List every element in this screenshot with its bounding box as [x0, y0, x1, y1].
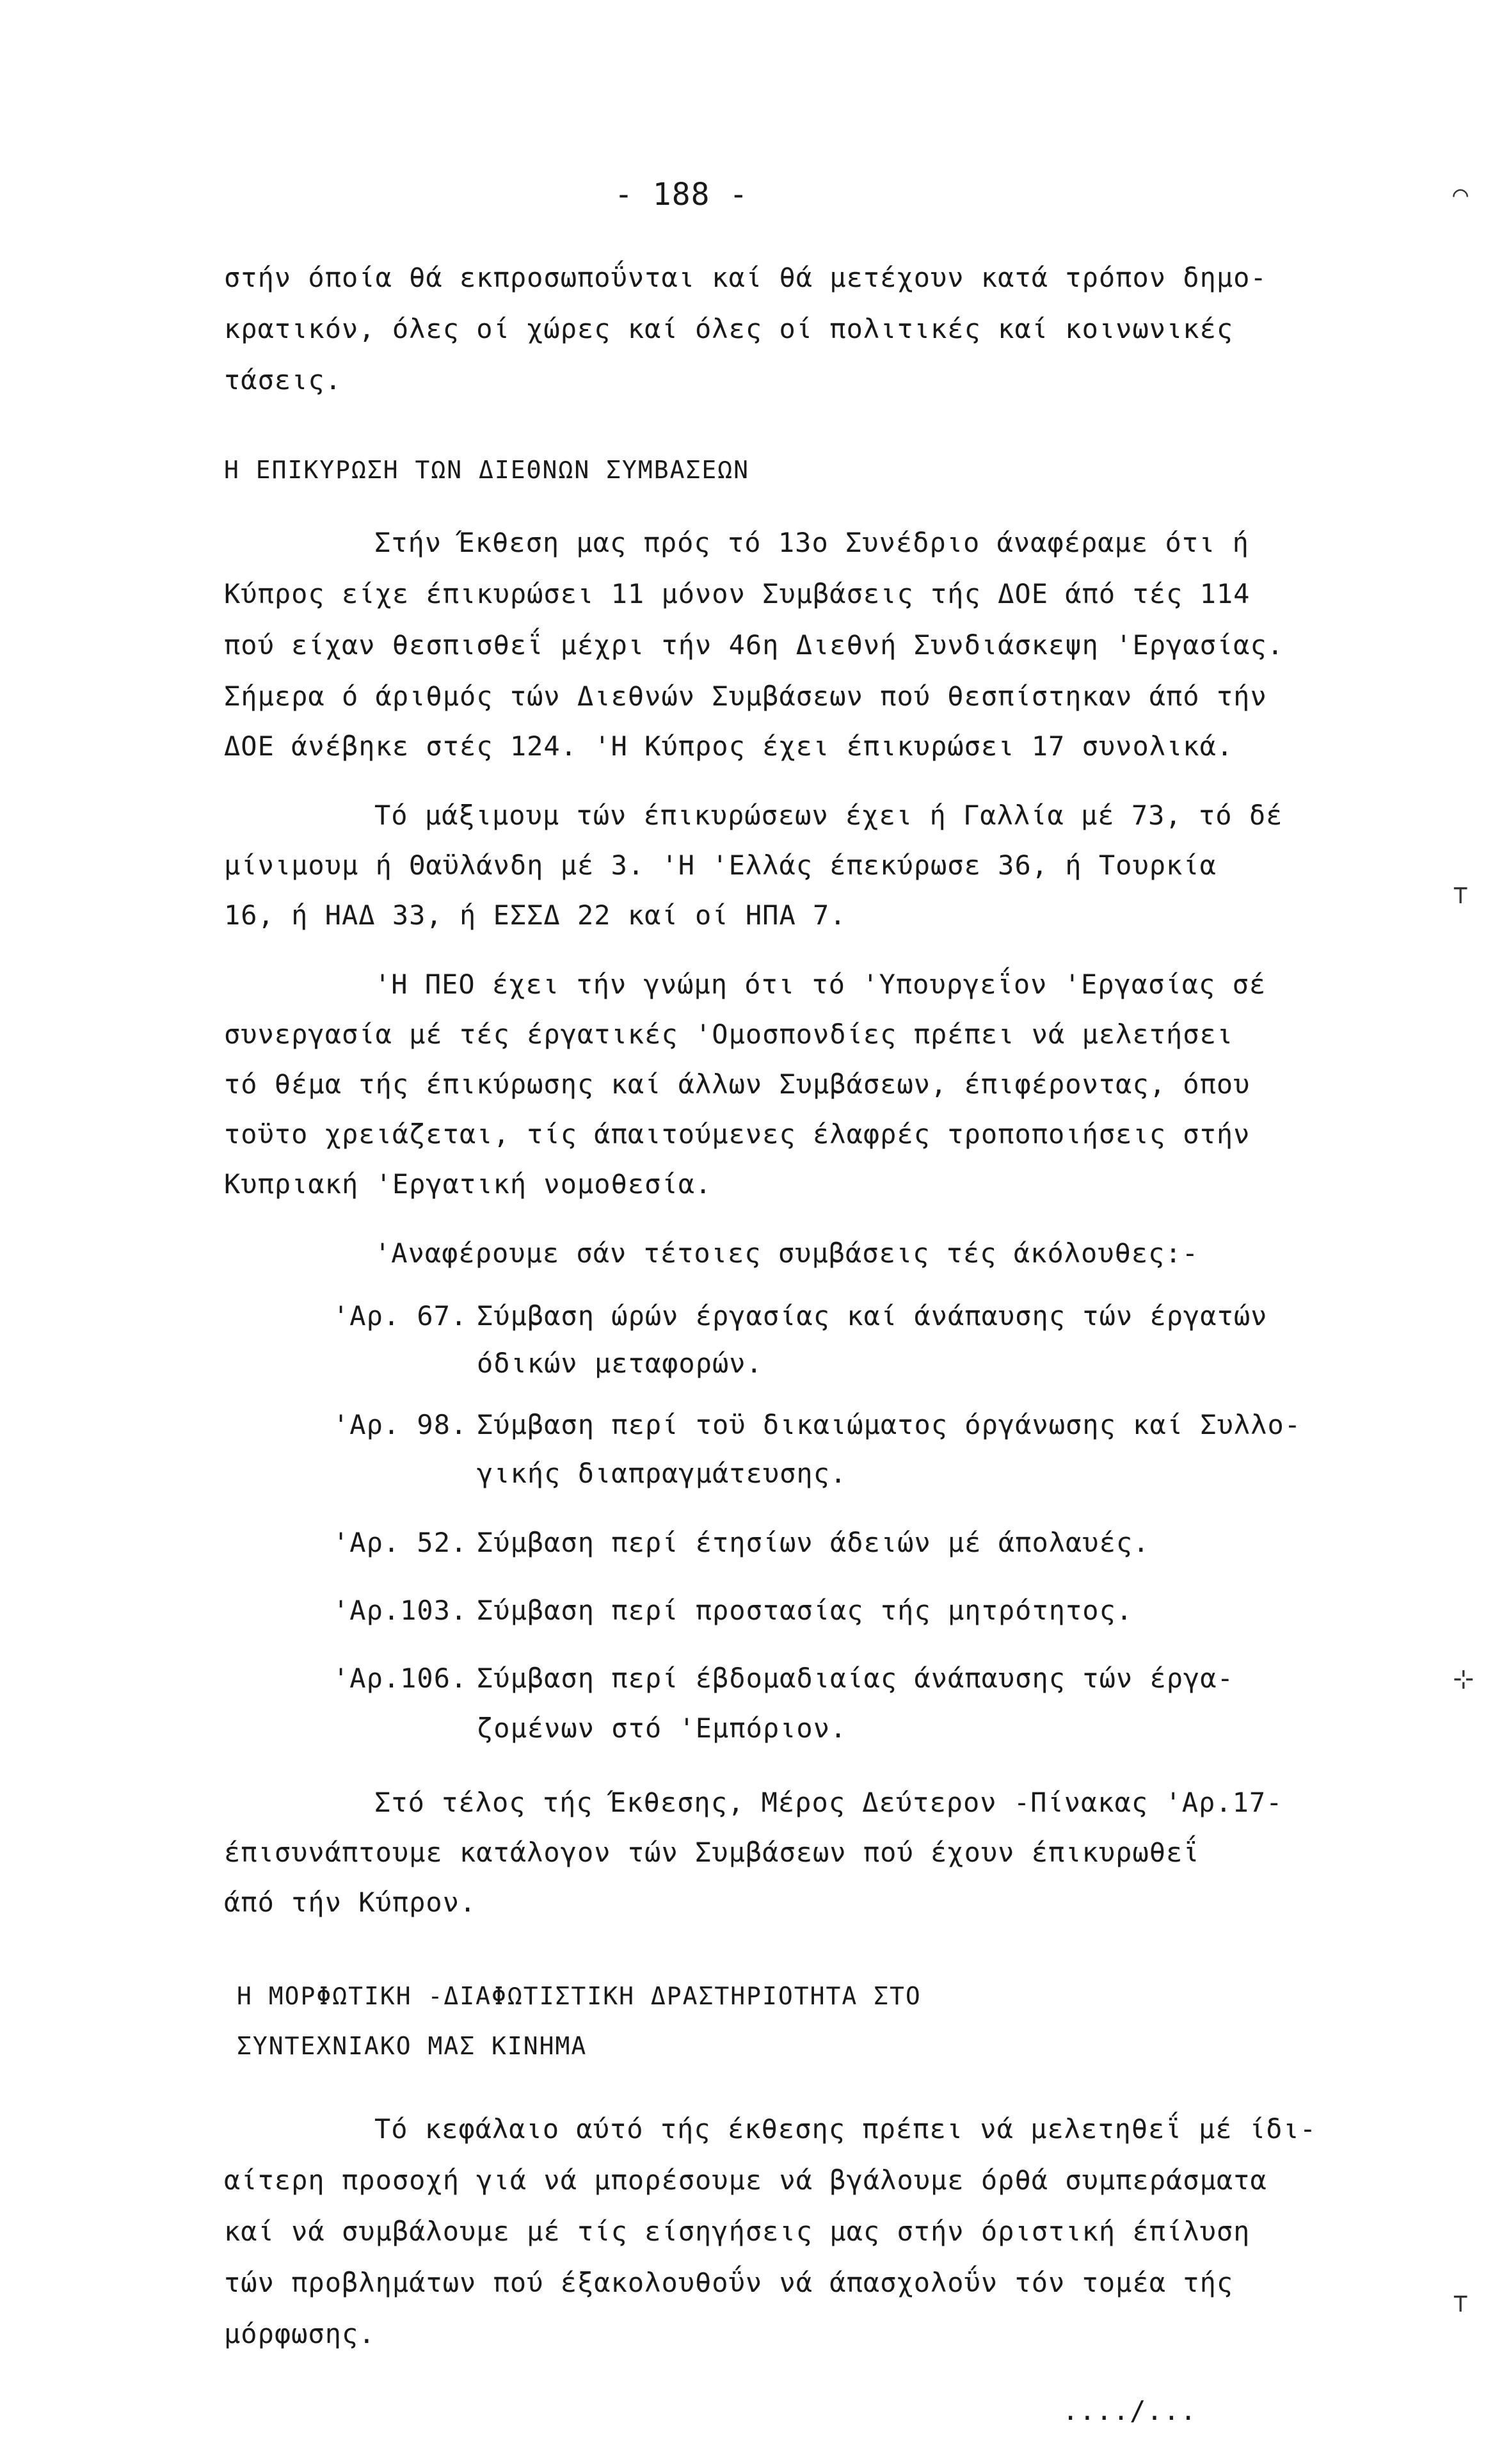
margin-mark-icon: ⌒	[1453, 179, 1469, 209]
page-number: - 188 -	[614, 177, 749, 213]
paragraph-line: άπό τήν Κύπρον.	[224, 1887, 477, 1918]
continuation-mark: ..../...	[1062, 2395, 1197, 2426]
paragraph-line: συνεργασία μέ τές έργατικές 'Ομοσπονδίες πρέπει νά μελετήσει	[224, 1019, 1234, 1050]
margin-mark-icon: ⊤	[1453, 2289, 1469, 2318]
paragraph-line: μίνιμουμ ή Θαϋλάνδη μέ 3. 'Η 'Ελλάς έπεκύρωσε 36, ή Τουρκία	[224, 850, 1217, 881]
paragraph-line: μόρφωσης.	[224, 2318, 376, 2349]
paragraph-line: Κύπρος είχε έπικυρώσει 11 μόνον Συμβάσεις τής ΔΟΕ άπό τές 114	[224, 578, 1251, 609]
convention-text: Σύμβαση περί έβδομαδιαίας άνάπαυσης τών έργα-	[477, 1663, 1234, 1694]
paragraph-line: Σήμερα ό άριθμός τών Διεθνών Συμβάσεων πού θεσπίστηκαν άπό τήν	[224, 680, 1267, 712]
convention-text: Σύμβαση περί προστασίας τής μητρότητος.	[477, 1595, 1133, 1626]
margin-mark-icon: ⊤	[1453, 880, 1469, 910]
paragraph-line: 'Η ΠΕΟ έχει τήν γνώμη ότι τό 'Υπουργεΐον 'Εργασίας σέ	[374, 969, 1267, 1000]
convention-text: ζομένων στό 'Εμπόριον.	[477, 1712, 847, 1744]
paragraph-line: Τό μάξιμουμ τών έπικυρώσεων έχει ή Γαλλία μέ 73, τό δέ	[374, 800, 1283, 831]
list-intro: 'Αναφέρουμε σάν τέτοιες συμβάσεις τές άκόλουθες:-	[374, 1237, 1199, 1269]
paragraph-line: πού είχαν θεσπισθεΐ μέχρι τήν 46η Διεθνή Συνδιάσκεψη 'Εργασίας.	[224, 629, 1284, 661]
paragraph-line: έπισυνάπτουμε κατάλογον τών Συμβάσεων πού έχουν έπικυρωθεΐ	[224, 1837, 1200, 1868]
convention-text: όδικών μεταφορών.	[477, 1348, 763, 1379]
section-heading: Η ΕΠΙΚΥΡΩΣΗ ΤΩΝ ΔΙΕΘΝΩΝ ΣΥΜΒΑΣΕΩΝ	[224, 456, 749, 484]
paragraph-line: καί νά συμβάλουμε μέ τίς είσηγήσεις μας στήν όριστική έπίλυση	[224, 2216, 1251, 2247]
paragraph-line: τών προβλημάτων πού έξακολουθοΰν νά άπασχολοΰν τόν τομέα τής	[224, 2267, 1234, 2298]
convention-text: Σύμβαση περί τοϋ δικαιώματος όργάνωσης καί Συλλο-	[477, 1409, 1302, 1440]
convention-number: 'Αρ.106.	[333, 1663, 468, 1694]
paragraph-line: Στήν Έκθεση μας πρός τό 13ο Συνέδριο άναφέραμε ότι ή	[374, 527, 1249, 558]
convention-number: 'Αρ.103.	[333, 1595, 468, 1626]
intro-line: τάσεις.	[224, 364, 342, 396]
convention-text: Σύμβαση ώρών έργασίας καί άνάπαυσης τών έργατών	[477, 1300, 1268, 1332]
convention-number: 'Αρ. 98.	[333, 1409, 468, 1440]
margin-mark-icon: ⊹	[1453, 1664, 1475, 1694]
paragraph-line: ΔΟΕ άνέβηκε στές 124. 'Η Κύπρος έχει έπικυρώσει 17 συνολικά.	[224, 730, 1234, 762]
convention-text: γικής διαπραγμάτευσης.	[477, 1458, 847, 1489]
intro-line: στήν όποία θά εκπροσωποΰνται καί θά μετέχουν κατά τρόπον δημο-	[224, 262, 1267, 293]
paragraph-line: τό θέμα τής έπικύρωσης καί άλλων Συμβάσεων, έπιφέροντας, όπου	[224, 1068, 1251, 1100]
paragraph-line: αίτερη προσοχή γιά νά μπορέσουμε νά βγάλουμε όρθά συμπεράσματα	[224, 2164, 1267, 2196]
paragraph-line: Στό τέλος τής Έκθεσης, Μέρος Δεύτερον -Πίνακας 'Αρ.17-	[374, 1787, 1283, 1818]
convention-number: 'Αρ. 52.	[333, 1527, 468, 1558]
intro-line: κρατικόν, όλες οί χώρες καί όλες οί πολιτικές καί κοινωνικές	[224, 313, 1234, 344]
paragraph-line: Κυπριακή 'Εργατική νομοθεσία.	[224, 1168, 712, 1200]
section-heading: ΣΥΝΤΕΧΝΙΑΚΟ ΜΑΣ ΚΙΝΗΜΑ	[237, 2032, 588, 2060]
section-heading: Η ΜΟΡΦΩΤΙΚΗ -ΔΙΑΦΩΤΙΣΤΙΚΗ ΔΡΑΣΤΗΡΙΟΤΗΤΑ ΣΤΟ	[237, 1982, 922, 2010]
paragraph-line: τοϋτο χρειάζεται, τίς άπαιτούμενες έλαφρές τροποποιήσεις στήν	[224, 1118, 1251, 1150]
paragraph-line: Τό κεφάλαιο αύτό τής έκθεσης πρέπει νά μελετηθεΐ μέ ίδι-	[374, 2113, 1317, 2145]
convention-text: Σύμβαση περί έτησίων άδειών μέ άπολαυές.	[477, 1527, 1150, 1558]
convention-number: 'Αρ. 67.	[333, 1300, 468, 1332]
paragraph-line: 16, ή ΗΑΔ 33, ή ΕΣΣΔ 22 καί οί ΗΠΑ 7.	[224, 899, 847, 931]
